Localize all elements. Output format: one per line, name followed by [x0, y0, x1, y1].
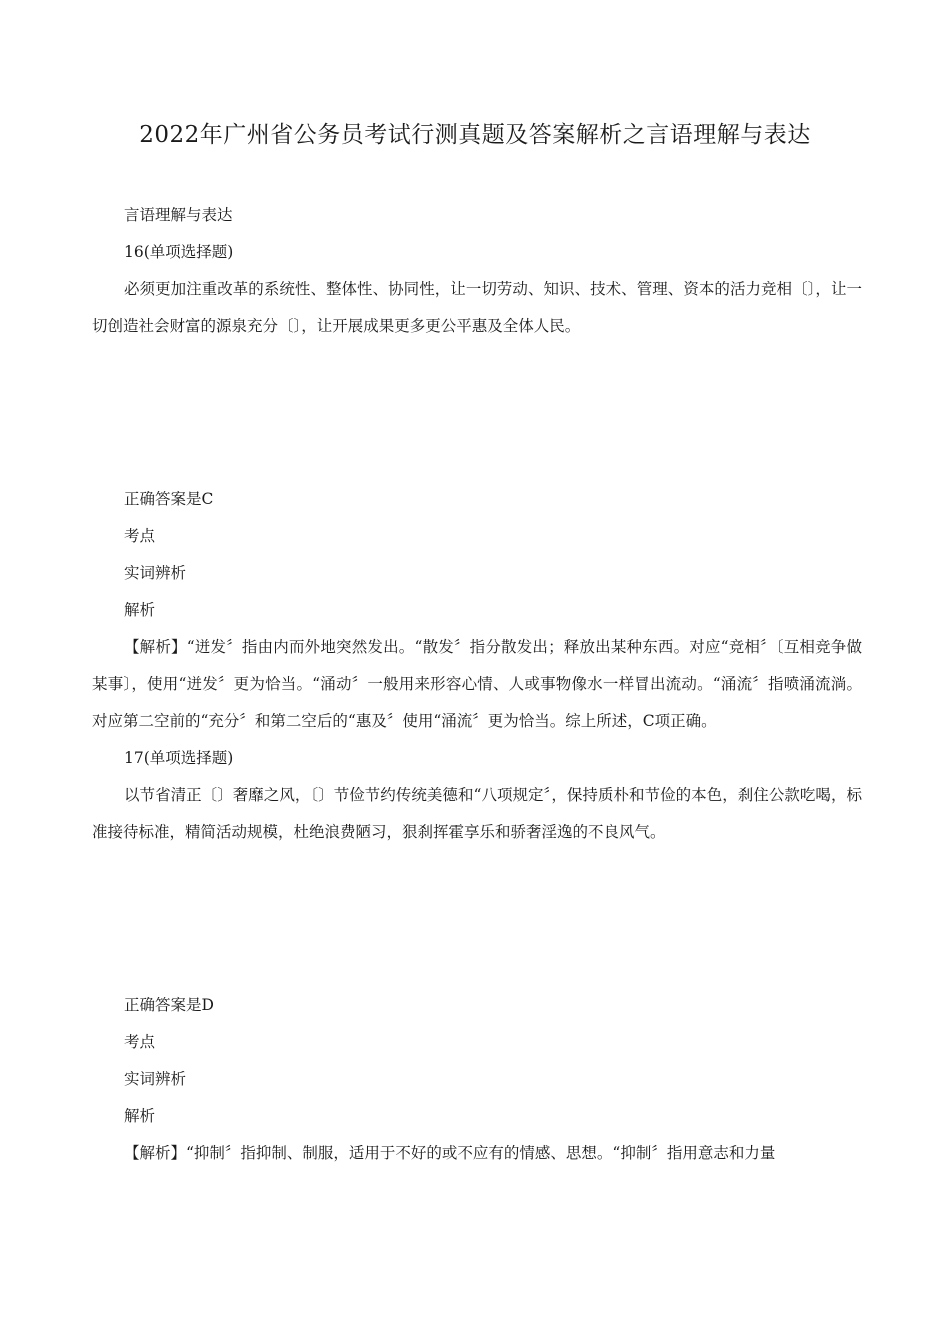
question-block: [92, 234, 862, 740]
answer-line: 正确答案是C: [124, 490, 214, 508]
analysis-label: 解析: [124, 601, 156, 619]
document-title: 2022年广州省公务员考试行测真题及答案解析之言语理解与表达: [139, 122, 811, 148]
question-header: 16(单项选择题): [124, 243, 234, 261]
analysis-text: 【解析】“迸发〞指由内而外地突然发出。“散发〞指分散发出；释放出某种东西。对应“竞相〞〔互相竞争做某事〕，使用“迸发〞更为恰当。“涌动〞一般用来形容心情、人或事物像水一样冒出流动。“涌流〞指喷涌流淌。对应第二空前的“充分〞和第二空后的“惠及〞使用“涌流〞更为恰当。综上所述，C项正确。: [92, 638, 862, 730]
topic-label: 考点: [124, 1033, 156, 1051]
topic-value: 实词辨析: [124, 564, 187, 582]
section-heading: 言语理解与表达: [124, 206, 233, 224]
topic-value: 实词辨析: [124, 1070, 187, 1088]
question-block: [92, 740, 862, 1172]
question-stem: 以节省清正〔〕奢靡之风，〔〕节俭节约传统美德和“八项规定〞，保持质朴和节俭的本色，刹住公款吃喝，标准接待标准，精简活动规模，杜绝浪费陋习，狠刹挥霍享乐和骄奢淫逸的不良风气。: [92, 786, 862, 841]
options-gap: [92, 345, 862, 481]
analysis-label: 解析: [124, 1107, 156, 1125]
question-header: 17(单项选择题): [124, 749, 234, 767]
document-body: [92, 197, 862, 1172]
options-gap: [92, 851, 862, 987]
question-stem: 必须更加注重改革的系统性、整体性、协同性，让一切劳动、知识、技术、管理、资本的活力竞相〔〕，让一切创造社会财富的源泉充分〔〕，让开展成果更多更公平惠及全体人民。: [92, 280, 862, 335]
topic-label: 考点: [124, 527, 156, 545]
analysis-text: 【解析】“抑制〞指抑制、制服，适用于不好的或不应有的情感、思想。“抑制〞指用意志和力量: [124, 1144, 776, 1162]
answer-line: 正确答案是D: [124, 996, 214, 1014]
